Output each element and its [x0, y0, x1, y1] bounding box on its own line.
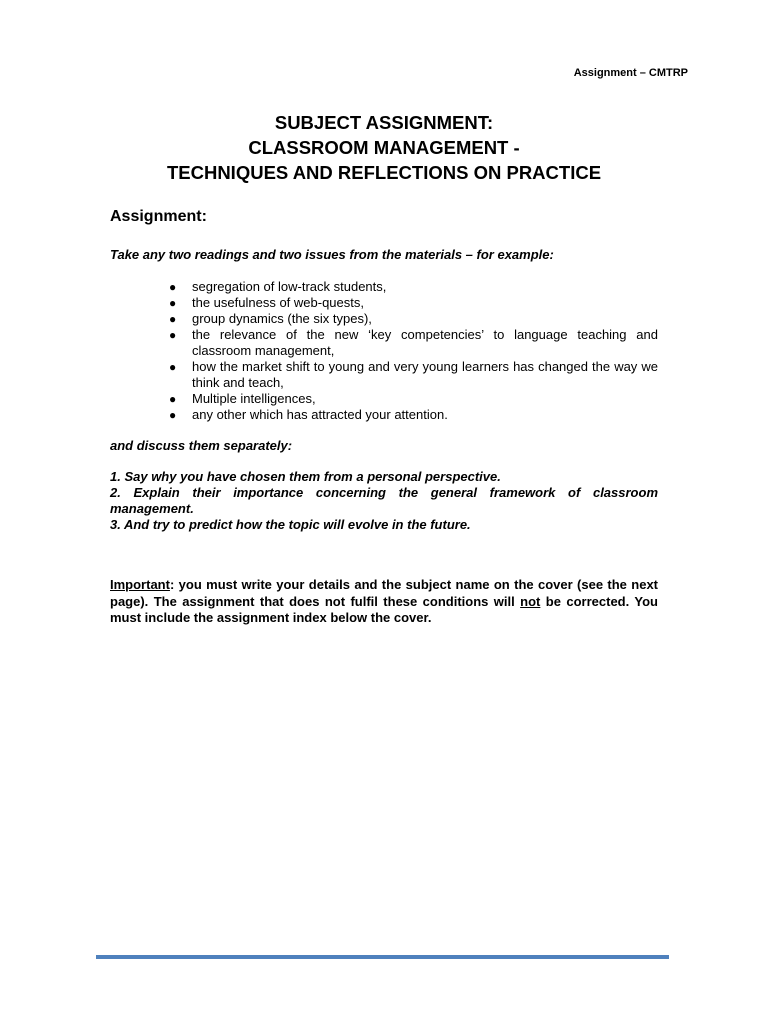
steps-list — [110, 469, 658, 533]
title-line-2: CLASSROOM MANAGEMENT - — [248, 137, 520, 158]
important-notice — [110, 577, 658, 627]
bullet-icon: ● — [169, 328, 177, 342]
instruction-text: Take any two readings and two issues from the materials – for example: — [110, 247, 554, 262]
important-text-2: be corrected. You must include the assignment index below the cover. — [110, 593, 658, 625]
document-title — [0, 110, 768, 185]
list-item: ● group dynamics (the six types), — [169, 311, 372, 326]
bullet-icon: ● — [169, 392, 177, 406]
running-header: Assignment – CMTRP — [573, 67, 688, 79]
list-item: ● the relevance of the new ‘key competencies’ to language teaching and classroom management, — [169, 327, 658, 358]
step-item: 1. Say why you have chosen them from a personal perspective. — [110, 469, 501, 484]
bullet-icon: ● — [169, 312, 177, 326]
discuss-instruction: and discuss them separately: — [110, 438, 293, 453]
list-item: ● the usefulness of web-quests, — [169, 295, 364, 310]
title-line-3: TECHNIQUES AND REFLECTIONS ON PRACTICE — [166, 162, 602, 183]
list-item: ● Multiple intelligences, — [169, 391, 316, 406]
title-line-1: SUBJECT ASSIGNMENT: — [274, 112, 494, 133]
bullet-icon: ● — [169, 408, 177, 422]
section-heading: Assignment: — [110, 208, 207, 225]
bullet-icon: ● — [169, 360, 177, 374]
footer-rule — [96, 955, 669, 959]
list-item: ● any other which has attracted your attention. — [169, 407, 448, 422]
step-item: 2. Explain their importance concerning the general framework of classroom management. — [110, 485, 658, 516]
list-item: ● how the market shift to young and very young learners has changed the way we think and teach, — [169, 359, 658, 390]
important-colon: : — [169, 577, 175, 592]
important-label: Important — [110, 577, 170, 592]
not-emphasis: not — [520, 593, 541, 609]
example-issues-list — [110, 279, 658, 423]
important-text-1: you must write your details and the subject name on the cover (see the next page). The assignment that does not fulfil these conditions will — [110, 577, 658, 609]
bullet-icon: ● — [169, 280, 177, 294]
step-item: 3. And try to predict how the topic will evolve in the future. — [110, 517, 471, 532]
list-item: ● segregation of low-track students, — [169, 279, 387, 294]
bullet-icon: ● — [169, 296, 177, 310]
